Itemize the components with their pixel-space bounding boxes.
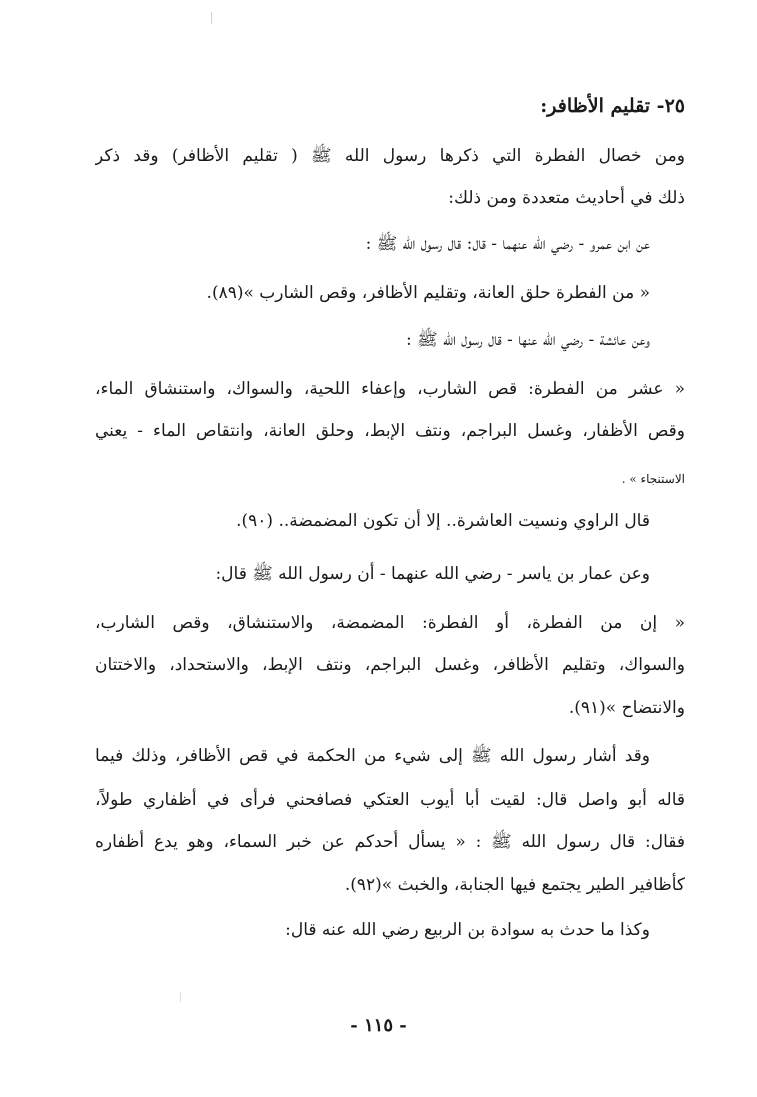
paragraph-line: وعن عائشة - رضي الله عنها - قال رسول الله ﷺ : xyxy=(406,330,650,350)
section-heading: ٢٥- تقليم الأظافر: xyxy=(540,95,685,117)
quote-line: الاستنجاء » . xyxy=(621,472,685,486)
page-number: - ١١٥ - xyxy=(350,1015,407,1036)
paragraph-line: ومن خصال الفطرة التي ذكرها رسول الله ﷺ ( تقليم الأظافر) وقد ذكر xyxy=(95,146,685,166)
scan-mark xyxy=(180,992,181,1002)
quote-line: « من الفطرة حلق العانة، وتقليم الأظافر، وقص الشارب »(٨٩). xyxy=(206,283,650,303)
quote-line: والسواك، وتقليم الأظافر، وغسل البراجم، ونتف الإبط، والاستحداد، والاختتان xyxy=(95,655,685,675)
paragraph-line: ذلك في أحاديث متعددة ومن ذلك: xyxy=(448,188,685,208)
paragraph-line: قال الراوي ونسيت العاشرة.. إلا أن تكون المضمضة.. (٩٠). xyxy=(236,511,650,531)
quote-line: وقص الأظفار، وغسل البراجم، ونتف الإبط، وحلق العانة، وانتقاص الماء - يعني xyxy=(95,421,685,441)
paragraph-line: وكذا ما حدث به سوادة بن الربيع رضي الله عنه قال: xyxy=(285,920,650,940)
paragraph-line: قاله أبو واصل قال: لقيت أبا أيوب العتكي فصافحني فرأى في أظفاري طولاً، xyxy=(95,790,685,810)
quote-line: « عشر من الفطرة: قص الشارب، وإعفاء اللحية، والسواك، واستنشاق الماء، xyxy=(95,379,685,399)
paragraph-line: وقد أشار رسول الله ﷺ إلى شيء من الحكمة في قص الأظافر، وذلك فيما xyxy=(95,746,650,766)
paragraph-line: عن ابن عمرو - رضي الله عنهما - قال: قال رسول الله ﷺ : xyxy=(365,234,650,254)
quote-line: والانتضاح »(٩١). xyxy=(568,698,685,718)
scan-mark xyxy=(211,12,212,24)
paragraph-line: وعن عمار بن ياسر - رضي الله عنهما - أن رسول الله ﷺ قال: xyxy=(215,564,650,584)
paragraph-line: فقال: قال رسول الله ﷺ : « يسأل أحدكم عن خبر السماء، وهو يدع أظفاره xyxy=(95,832,685,852)
quote-line: كأظافير الطير يجتمع فيها الجنابة، والخبث »(٩٢). xyxy=(344,875,685,895)
quote-line: « إن من الفطرة، أو الفطرة: المضمضة، والاستنشاق، وقص الشارب، xyxy=(95,613,685,633)
